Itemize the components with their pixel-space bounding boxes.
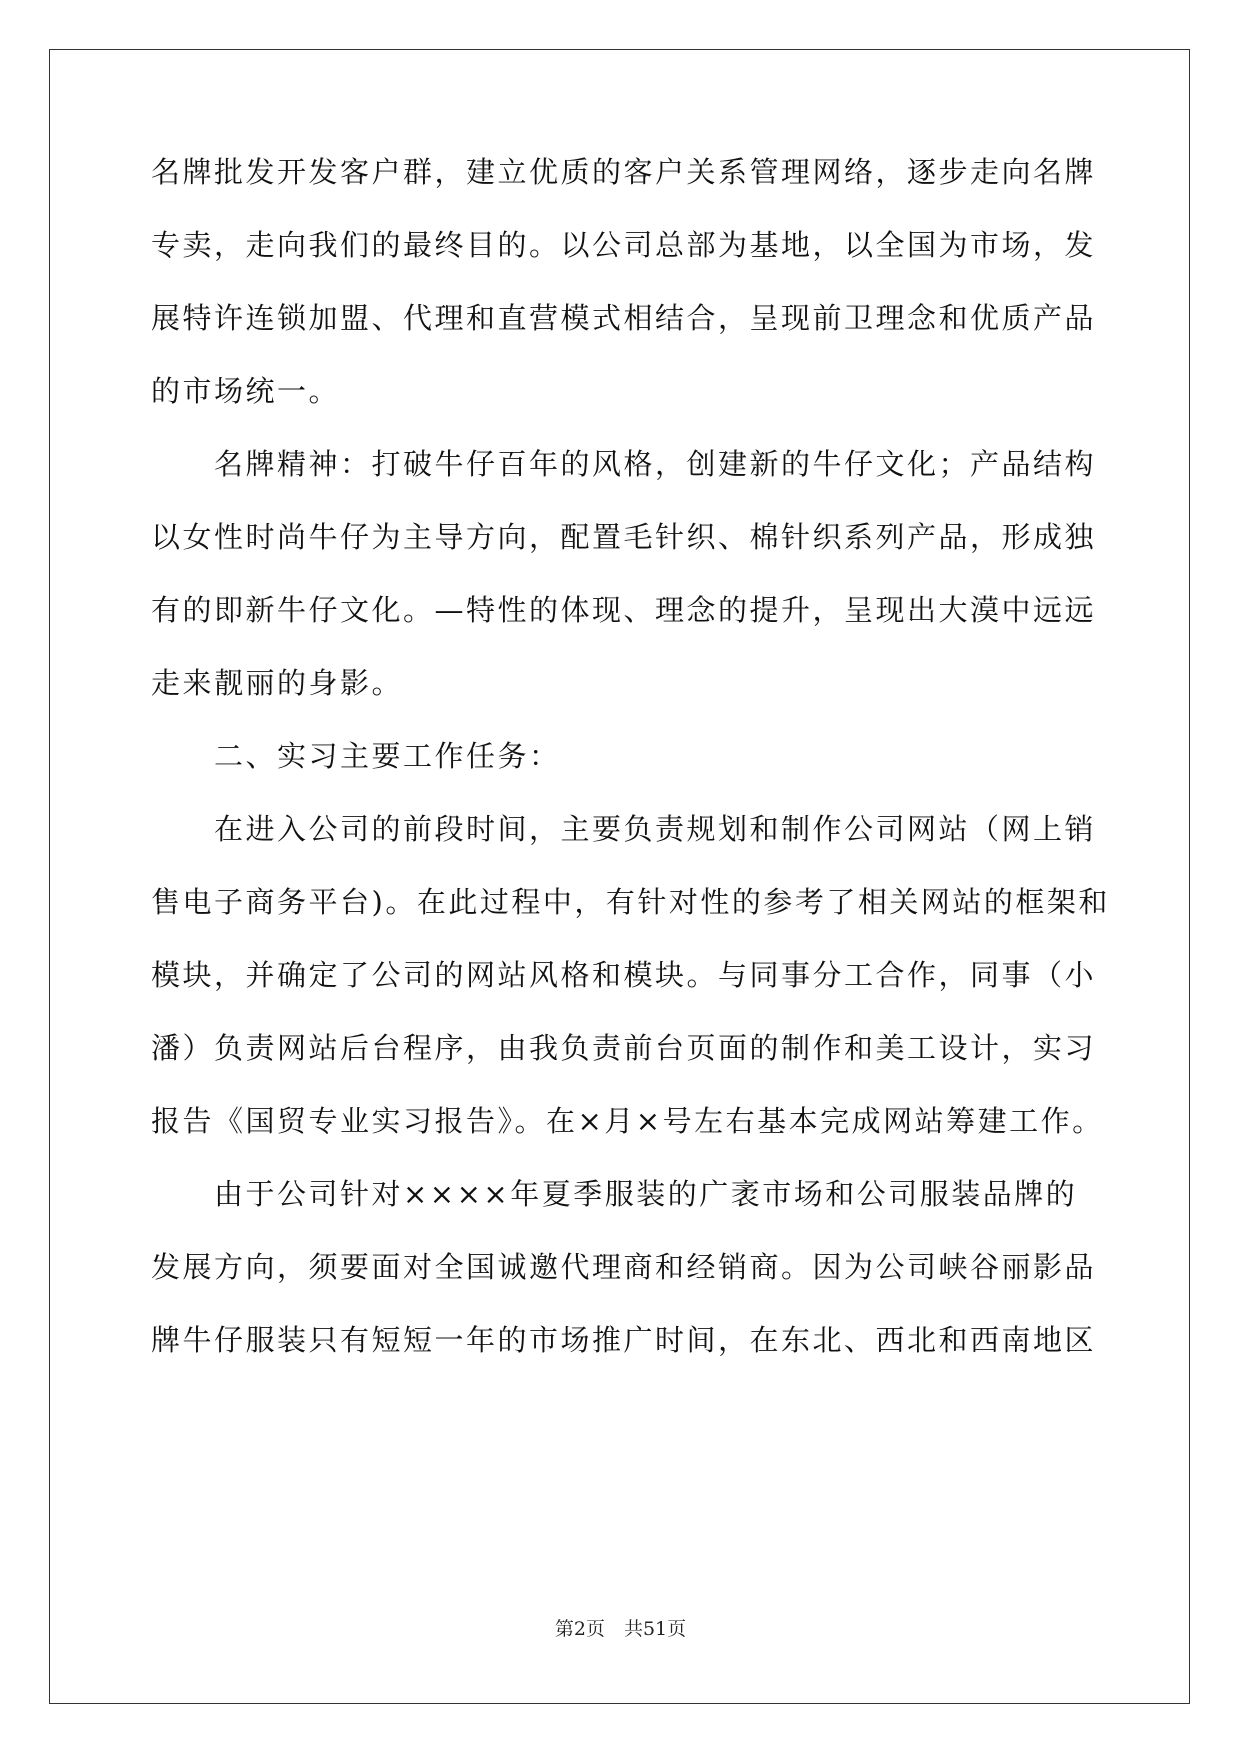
text-line-12: 模块，并确定了公司的网站风格和模块。与同事分工合作，同事（小: [151, 958, 1097, 992]
text-line-13: 潘）负责网站后台程序，由我负责前台页面的制作和美工设计，实习: [151, 1031, 1097, 1065]
text-line-6: 以女性时尚牛仔为主导方向，配置毛针织、棉针织系列产品，形成独: [151, 520, 1097, 554]
text-line-4: 的市场统一。: [151, 374, 341, 408]
text-line-17: 牌牛仔服装只有短短一年的市场推广时间，在东北、西北和西南地区: [151, 1323, 1097, 1357]
text-line-2: 专卖，走向我们的最终目的。以公司总部为基地，以全国为市场，发: [151, 228, 1097, 262]
page-border: [49, 49, 1190, 1704]
text-line-7: 有的即新牛仔文化。—特性的体现、理念的提升，呈现出大漠中远远: [151, 593, 1097, 627]
text-line-8: 走来靓丽的身影。: [151, 666, 404, 700]
text-line-16: 发展方向，须要面对全国诚邀代理商和经销商。因为公司峡谷丽影品: [151, 1250, 1097, 1284]
text-line-14: 报告《国贸专业实习报告》。在×月×号左右基本完成网站筹建工作。: [151, 1104, 1104, 1138]
text-line-5: 名牌精神：打破牛仔百年的风格，创建新的牛仔文化；产品结构: [151, 447, 1097, 481]
text-line-3: 展特许连锁加盟、代理和直营模式相结合，呈现前卫理念和优质产品: [151, 301, 1097, 335]
text-line-1: 名牌批发开发客户群，建立优质的客户关系管理网络，逐步走向名牌: [151, 155, 1097, 189]
page-number-footer: 第2页 共51页: [554, 1618, 687, 1640]
text-line-11: 售电子商务平台)。在此过程中，有针对性的参考了相关网站的框架和: [151, 885, 1110, 919]
text-line-10: 在进入公司的前段时间，主要负责规划和制作公司网站（网上销: [151, 812, 1097, 846]
section-heading: 二、实习主要工作任务：: [151, 739, 561, 773]
text-line-15: 由于公司针对××××年夏季服装的广袤市场和公司服装品牌的: [151, 1177, 1078, 1211]
